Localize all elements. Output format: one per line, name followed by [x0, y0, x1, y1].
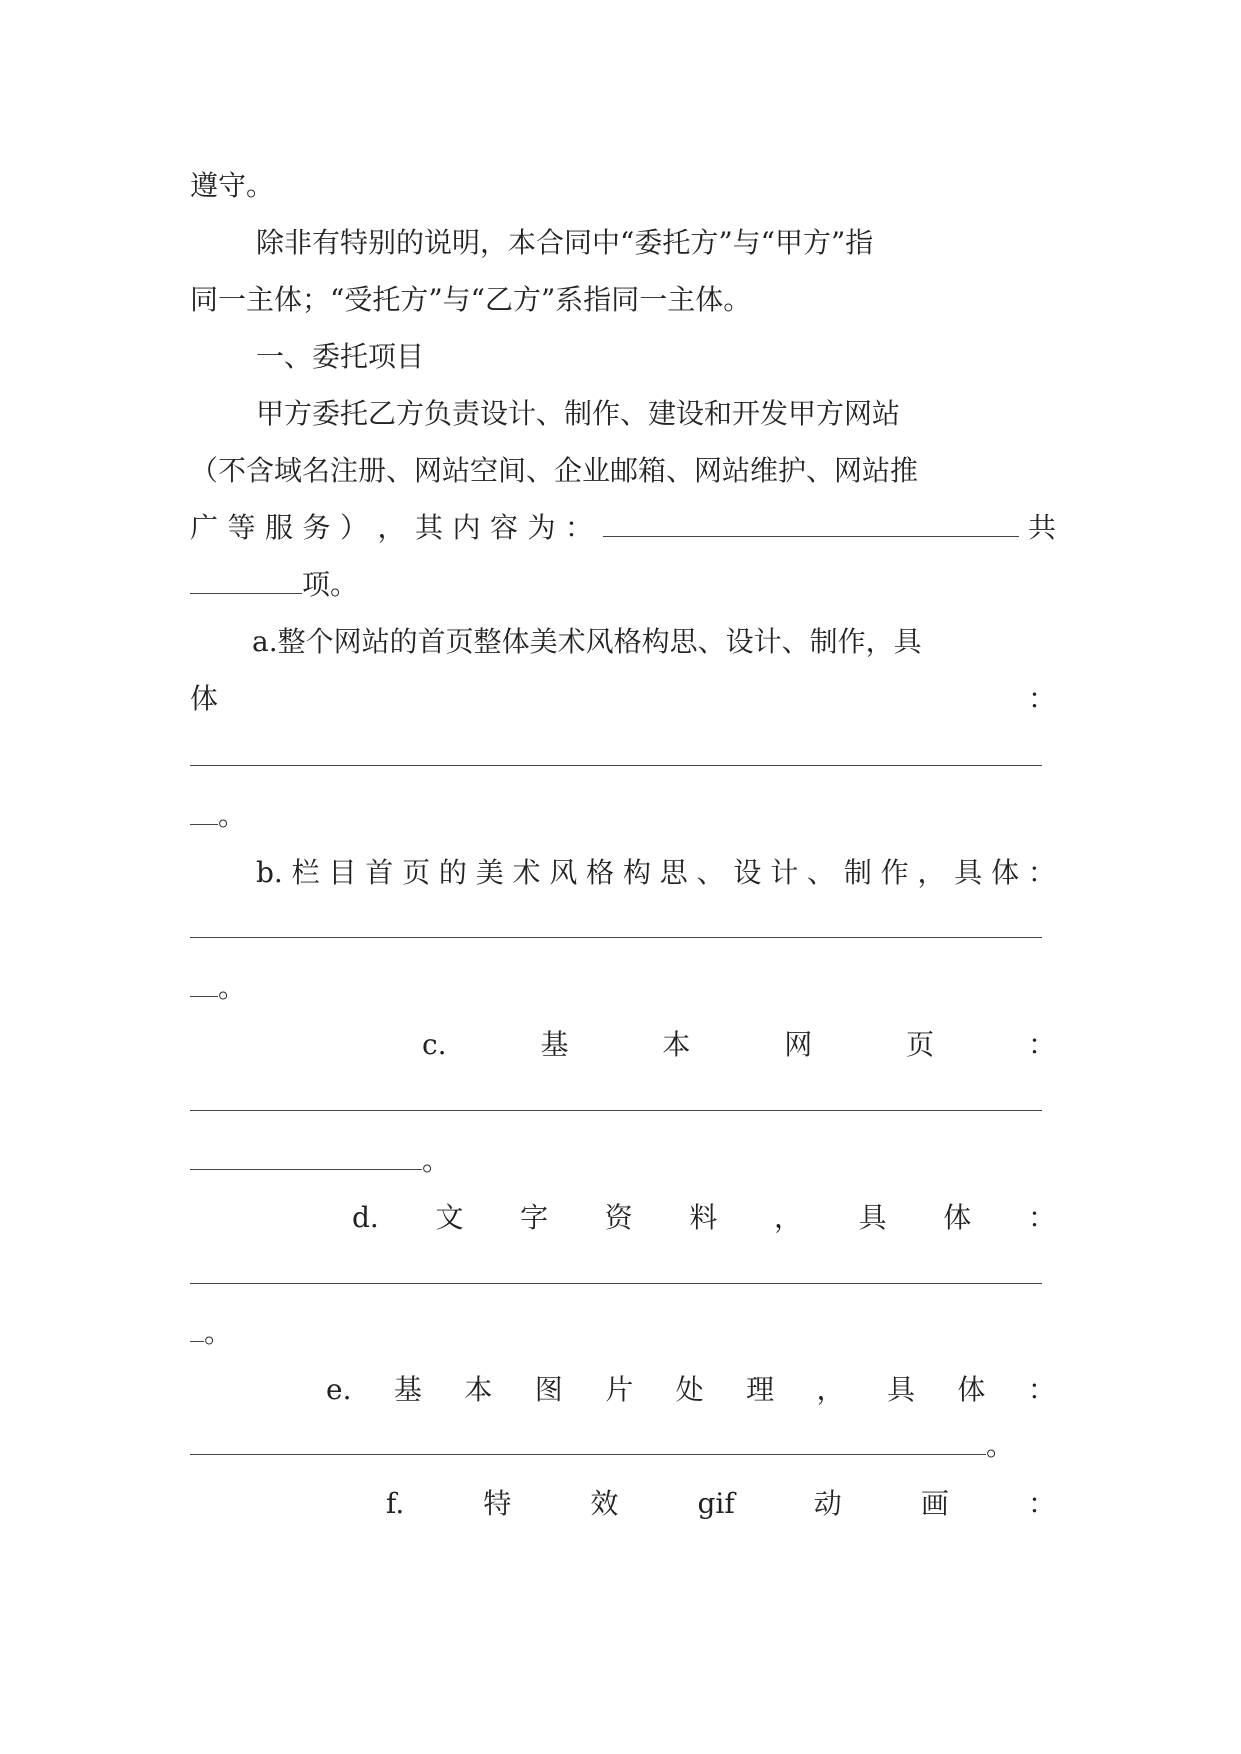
text-line [190, 563, 1056, 607]
fill-in-blank [190, 765, 1042, 766]
token: 理 [746, 1373, 775, 1406]
token: ： [1027, 856, 1056, 889]
token: gif [697, 1487, 735, 1520]
token: ） [340, 511, 369, 544]
token: 。 [218, 971, 247, 1004]
token: 的 [438, 856, 467, 889]
token: 图 [534, 1373, 563, 1406]
text-line: （不含域名注册、网站空间、企业邮箱、网站维护、网站推 [190, 454, 919, 487]
token: 资 [604, 1201, 633, 1234]
text-line [190, 506, 1056, 550]
token: 构 [622, 856, 651, 889]
text-line: 甲方委托乙方负责设计、制作、建设和开发甲方网站 [256, 397, 901, 430]
token: 容 [490, 511, 519, 544]
token: ： [1027, 1487, 1056, 1520]
token: ， [816, 1373, 845, 1406]
token: 思 [659, 856, 688, 889]
token: 文 [435, 1201, 464, 1234]
text-line: 同一主体；“受托方”与“乙方”系指同一主体。 [190, 283, 752, 316]
token: 美 [475, 856, 504, 889]
token: 处 [675, 1373, 704, 1406]
token: e. [326, 1373, 352, 1406]
text-line [190, 966, 1056, 1010]
token: 项。 [302, 568, 359, 601]
fill-in-blank [190, 1311, 204, 1342]
text-line [190, 677, 1056, 721]
token: 特 [483, 1487, 512, 1520]
fill-in-blank [190, 1110, 1042, 1111]
token: 料 [689, 1201, 718, 1234]
token: 、 [696, 856, 725, 889]
fill-in-blank [190, 937, 1042, 938]
token: 画 [920, 1487, 949, 1520]
token: f. [386, 1487, 405, 1520]
token: 基 [393, 1373, 422, 1406]
token: 。 [204, 1316, 233, 1349]
token: b. [256, 856, 283, 889]
token: ： [565, 511, 594, 544]
token: 格 [586, 856, 615, 889]
token: 效 [590, 1487, 619, 1520]
token: d. [352, 1201, 379, 1234]
token: 、 [807, 856, 836, 889]
token: ， [377, 511, 406, 544]
token: 体 [991, 856, 1020, 889]
token: 具 [886, 1373, 915, 1406]
token: 网 [784, 1028, 813, 1061]
token: 制 [843, 856, 872, 889]
fill-in-blank [190, 563, 302, 594]
fill-in-blank [190, 1283, 1042, 1284]
token: 页 [402, 856, 431, 889]
token: 本 [662, 1028, 691, 1061]
token: ， [774, 1201, 803, 1234]
token: 广 [190, 511, 219, 544]
token: ： [1027, 1373, 1056, 1406]
token: 共 [1027, 511, 1056, 544]
text-line [190, 1023, 1056, 1067]
token: 术 [512, 856, 541, 889]
token: 体 [943, 1201, 972, 1234]
text-line: 遵守。 [190, 169, 275, 202]
token: 页 [906, 1028, 935, 1061]
text-line [190, 1196, 1056, 1240]
token: 本 [464, 1373, 493, 1406]
text-line [190, 1368, 1056, 1412]
text-line [190, 1424, 1056, 1468]
token: 片 [605, 1373, 634, 1406]
fill-in-blank [190, 966, 218, 997]
token: 风 [549, 856, 578, 889]
text-line: 除非有特别的说明，本合同中“委托方”与“甲方”指 [256, 226, 874, 259]
text-line [190, 1311, 1056, 1355]
token: 具 [858, 1201, 887, 1234]
token: c. [422, 1028, 447, 1061]
fill-in-blank [603, 506, 1019, 537]
token: 体 [957, 1373, 986, 1406]
token: 等 [227, 511, 256, 544]
token: 务 [302, 511, 331, 544]
fill-in-blank [190, 1424, 986, 1455]
token: 为 [527, 511, 556, 544]
token: 动 [813, 1487, 842, 1520]
section-heading: 一、委托项目 [256, 340, 425, 373]
token: 。 [218, 799, 247, 832]
token: 具 [954, 856, 983, 889]
token: 栏 [291, 856, 320, 889]
token: 首 [365, 856, 394, 889]
token: 内 [452, 511, 481, 544]
token: ， [917, 856, 946, 889]
token: 目 [328, 856, 357, 889]
text-line: a.整个网站的首页整体美术风格构思、设计、制作，具 [252, 625, 922, 658]
text-line [190, 794, 1056, 838]
token: 设 [733, 856, 762, 889]
token: 其 [415, 511, 444, 544]
token: 计 [770, 856, 799, 889]
fill-in-blank [190, 1139, 422, 1170]
token: 字 [520, 1201, 549, 1234]
token: 服 [265, 511, 294, 544]
text-line [190, 851, 1056, 895]
token: 。 [422, 1144, 451, 1177]
text-line [190, 1139, 1056, 1183]
token: 体 [190, 682, 219, 715]
token: ： [1027, 682, 1056, 715]
text-line [190, 1482, 1056, 1526]
token: 。 [986, 1429, 1015, 1462]
token: 作 [880, 856, 909, 889]
token: 基 [540, 1028, 569, 1061]
token: ： [1027, 1201, 1056, 1234]
token: ： [1027, 1028, 1056, 1061]
fill-in-blank [190, 794, 218, 825]
